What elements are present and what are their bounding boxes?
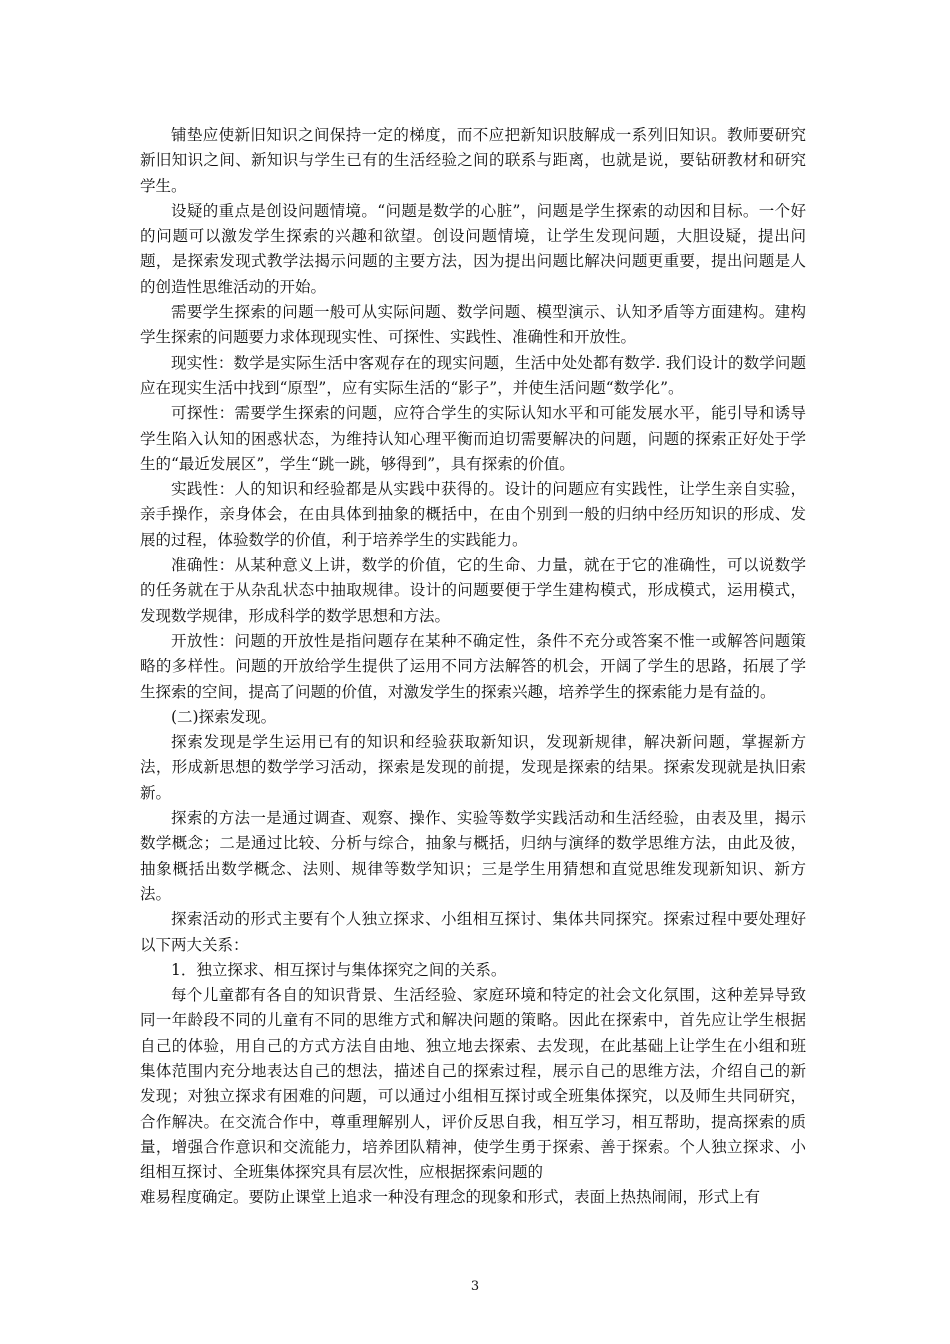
paragraph: 每个儿童都有各自的知识背景、生活经验、家庭环境和特定的社会文化氛围，这种差异导致同一年龄段不同的儿童有不同的思维方式和解决问题的策略。因此在探索中，首先应让学生根据自己的体验，用自己的方式方法自由地、独立地去探索、去发现，在此基础上让学生在小组和班集体范围内充分地表达自己的想法，描述自己的探索过程，展示自己的思维方法，介绍自己的新发现；对独立探求有困难的问题，可以通过小组相互探讨或全班集体探究，以及师生共同研究，合作解决。在交流合作中，尊重理解别人，评价反思自我，相互学习，相互帮助，提高探索的质量，增强合作意识和交流能力，培养团队精神，使学生勇于探索、善于探索。个人独立探求、小组相互探讨、全班集体探究具有层次性，应根据探索问题的 [140, 986, 806, 1182]
paragraph-continuation: 难易程度确定。要防止课堂上追求一种没有理念的现象和形式，表面上热热闹闹，形式上有 [140, 1188, 761, 1207]
section-heading: (二)探索发现。 [171, 707, 277, 726]
subsection-heading: 1．独立探求、相互探讨与集体探究之间的关系。 [171, 960, 507, 979]
body-text [140, 123, 806, 1211]
paragraph: 实践性：人的知识和经验都是从实践中获得的。设计的问题应有实践性，让学生亲自实验，亲手操作，亲身体会，在由具体到抽象的概括中，在由个别到一般的归纳中经历知识的形成、发展的过程，体验数学的价值，利于培养学生的实践能力。 [140, 480, 806, 549]
paragraph: 探索发现是学生运用已有的知识和经验获取新知识，发现新规律，解决新问题，掌握新方法，形成新思想的数学学习活动，探索是发现的前提，发现是探索的结果。探索发现就是执旧索新。 [140, 733, 806, 802]
page-number: 3 [470, 1279, 480, 1294]
paragraph: 需要学生探索的问题一般可从实际问题、数学问题、模型演示、认知矛盾等方面建构。建构学生探索的问题要力求体现现实性、可探性、实践性、准确性和开放性。 [140, 303, 806, 347]
paragraph: 设疑的重点是创设问题情境。“问题是数学的心脏”，问题是学生探索的动因和目标。一个好的问题可以激发学生探索的兴趣和欲望。创设问题情境，让学生发现问题，大胆设疑，提出问题，是探索发现式教学法揭示问题的主要方法，因为提出问题比解决问题更重要，提出问题是人的创造性思维活动的开始。 [140, 201, 806, 296]
paragraph: 开放性：问题的开放性是指问题存在某种不确定性，条件不充分或答案不惟一或解答问题策略的多样性。问题的开放给学生提供了运用不同方法解答的机会，开阔了学生的思路，拓展了学生探索的空间，提高了问题的价值，对激发学生的探索兴趣，培养学生的探索能力是有益的。 [140, 631, 806, 701]
paragraph: 现实性：数学是实际生活中客观存在的现实问题，生活中处处都有数学. 我们设计的数学问题应在现实生活中找到“原型”，应有实际生活的“影子”，并使生活问题“数学化”。 [140, 353, 806, 397]
paragraph: 铺垫应使新旧知识之间保持一定的梯度，而不应把新知识肢解成一系列旧知识。教师要研究新旧知识之间、新知识与学生已有的生活经验之间的联系与距离，也就是说，要钻研教材和研究学生。 [140, 126, 806, 195]
paragraph: 探索的方法一是通过调查、观察、操作、实验等数学实践活动和生活经验，由表及里，揭示数学概念；二是通过比较、分析与综合，抽象与概括，归纳与演绎的数学思维方法，由此及彼，抽象概括出数学概念、法则、规律等数学知识；三是学生用猜想和直觉思维发现新知识、新方法。 [140, 809, 806, 903]
paragraph: 探索活动的形式主要有个人独立探求、小组相互探讨、集体共同探究。探索过程中要处理好以下两大关系： [140, 910, 806, 954]
paragraph: 准确性：从某种意义上讲，数学的价值，它的生命、力量，就在于它的准确性，可以说数学的任务就在于从杂乱状态中抽取规律。设计的问题要便于学生建构模式，形成模式，运用模式，发现数学规律，形成科学的数学思想和方法。 [140, 556, 806, 625]
paragraph: 可探性：需要学生探索的问题，应符合学生的实际认知水平和可能发展水平，能引导和诱导学生陷入认知的困惑状态，为维持认知心理平衡而迫切需要解决的问题，问题的探索正好处于学生的“最近发展区”，学生“跳一跳，够得到”，具有探索的价值。 [140, 404, 806, 473]
